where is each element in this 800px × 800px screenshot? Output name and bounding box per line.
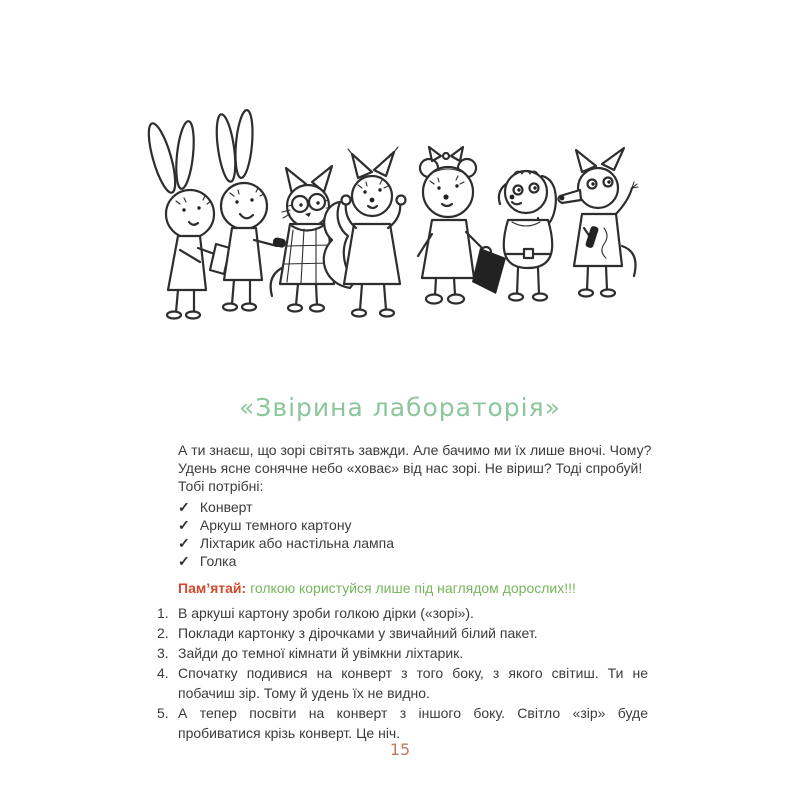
step-text: Поклади картонку з дірочками у звичайний білий пакет. xyxy=(178,625,538,641)
checkmark-icon: ✓ xyxy=(178,535,190,551)
checklist-item-label: Ліхтарик або настільна лампа xyxy=(199,535,395,551)
step-text: А тепер посвіти на конверт з іншого боку. Світло «зір» буде пробиватися крізь конверт. Це ніч. xyxy=(178,705,648,741)
materials-checklist xyxy=(178,498,660,570)
step-item xyxy=(157,663,648,703)
animal-friends-illustration xyxy=(140,96,660,336)
page-number: 15 xyxy=(389,740,411,759)
step-number: 2. xyxy=(157,625,169,641)
checkmark-icon: ✓ xyxy=(178,517,190,533)
instruction-steps xyxy=(157,603,648,743)
puppy-character xyxy=(499,171,556,301)
step-text: Спочатку подивися на конверт з того боку, з якого світиш. Ти не побачиш зір. Тому й удень їх не видно. xyxy=(178,665,648,701)
step-item xyxy=(157,643,648,663)
step-text: В аркуші картону зроби голкою дірки («зорі»). xyxy=(178,605,474,621)
checklist-item-label: Аркуш темного картону xyxy=(199,517,352,533)
page-title: «Звірина лабораторія» xyxy=(239,393,561,422)
step-item xyxy=(157,703,648,743)
checklist-item-label: Конверт xyxy=(199,499,253,515)
step-number: 4. xyxy=(157,665,169,681)
wolf-character xyxy=(558,148,638,297)
needs-label: Тобі потрібні: xyxy=(178,478,264,494)
rabbit-2-character xyxy=(213,109,286,310)
checklist-item-label: Голка xyxy=(199,553,237,569)
body-content xyxy=(178,441,660,597)
checklist-item xyxy=(178,534,660,552)
checklist-item xyxy=(178,552,660,570)
line-art-svg xyxy=(140,96,660,336)
step-item xyxy=(157,603,648,623)
intro-line-2: Удень ясне сонячне небо «ховає» від нас зорі. Не віриш? Тоді спробуй! xyxy=(178,460,643,476)
checkmark-icon: ✓ xyxy=(178,499,190,515)
step-item xyxy=(157,623,648,643)
rabbit-1-character xyxy=(143,120,230,318)
checklist-item xyxy=(178,498,660,516)
safety-reminder xyxy=(178,579,660,597)
squirrel-character xyxy=(324,147,406,317)
step-text: Зайди до темної кімнати й увімкни ліхтарик. xyxy=(178,645,464,661)
checkmark-icon: ✓ xyxy=(178,553,190,569)
step-number: 1. xyxy=(157,605,169,621)
intro-line-1: А ти знаєш, що зорі світять завжди. Але бачимо ми їх лише вночі. Чому? xyxy=(178,442,652,458)
reminder-label: Пам’ятай: xyxy=(178,580,247,596)
bear-character xyxy=(418,147,506,304)
step-number: 3. xyxy=(157,645,169,661)
step-number: 5. xyxy=(157,705,169,721)
reminder-text: голкою користуйся лише під наглядом дорослих!!! xyxy=(250,580,576,596)
checklist-item xyxy=(178,516,660,534)
